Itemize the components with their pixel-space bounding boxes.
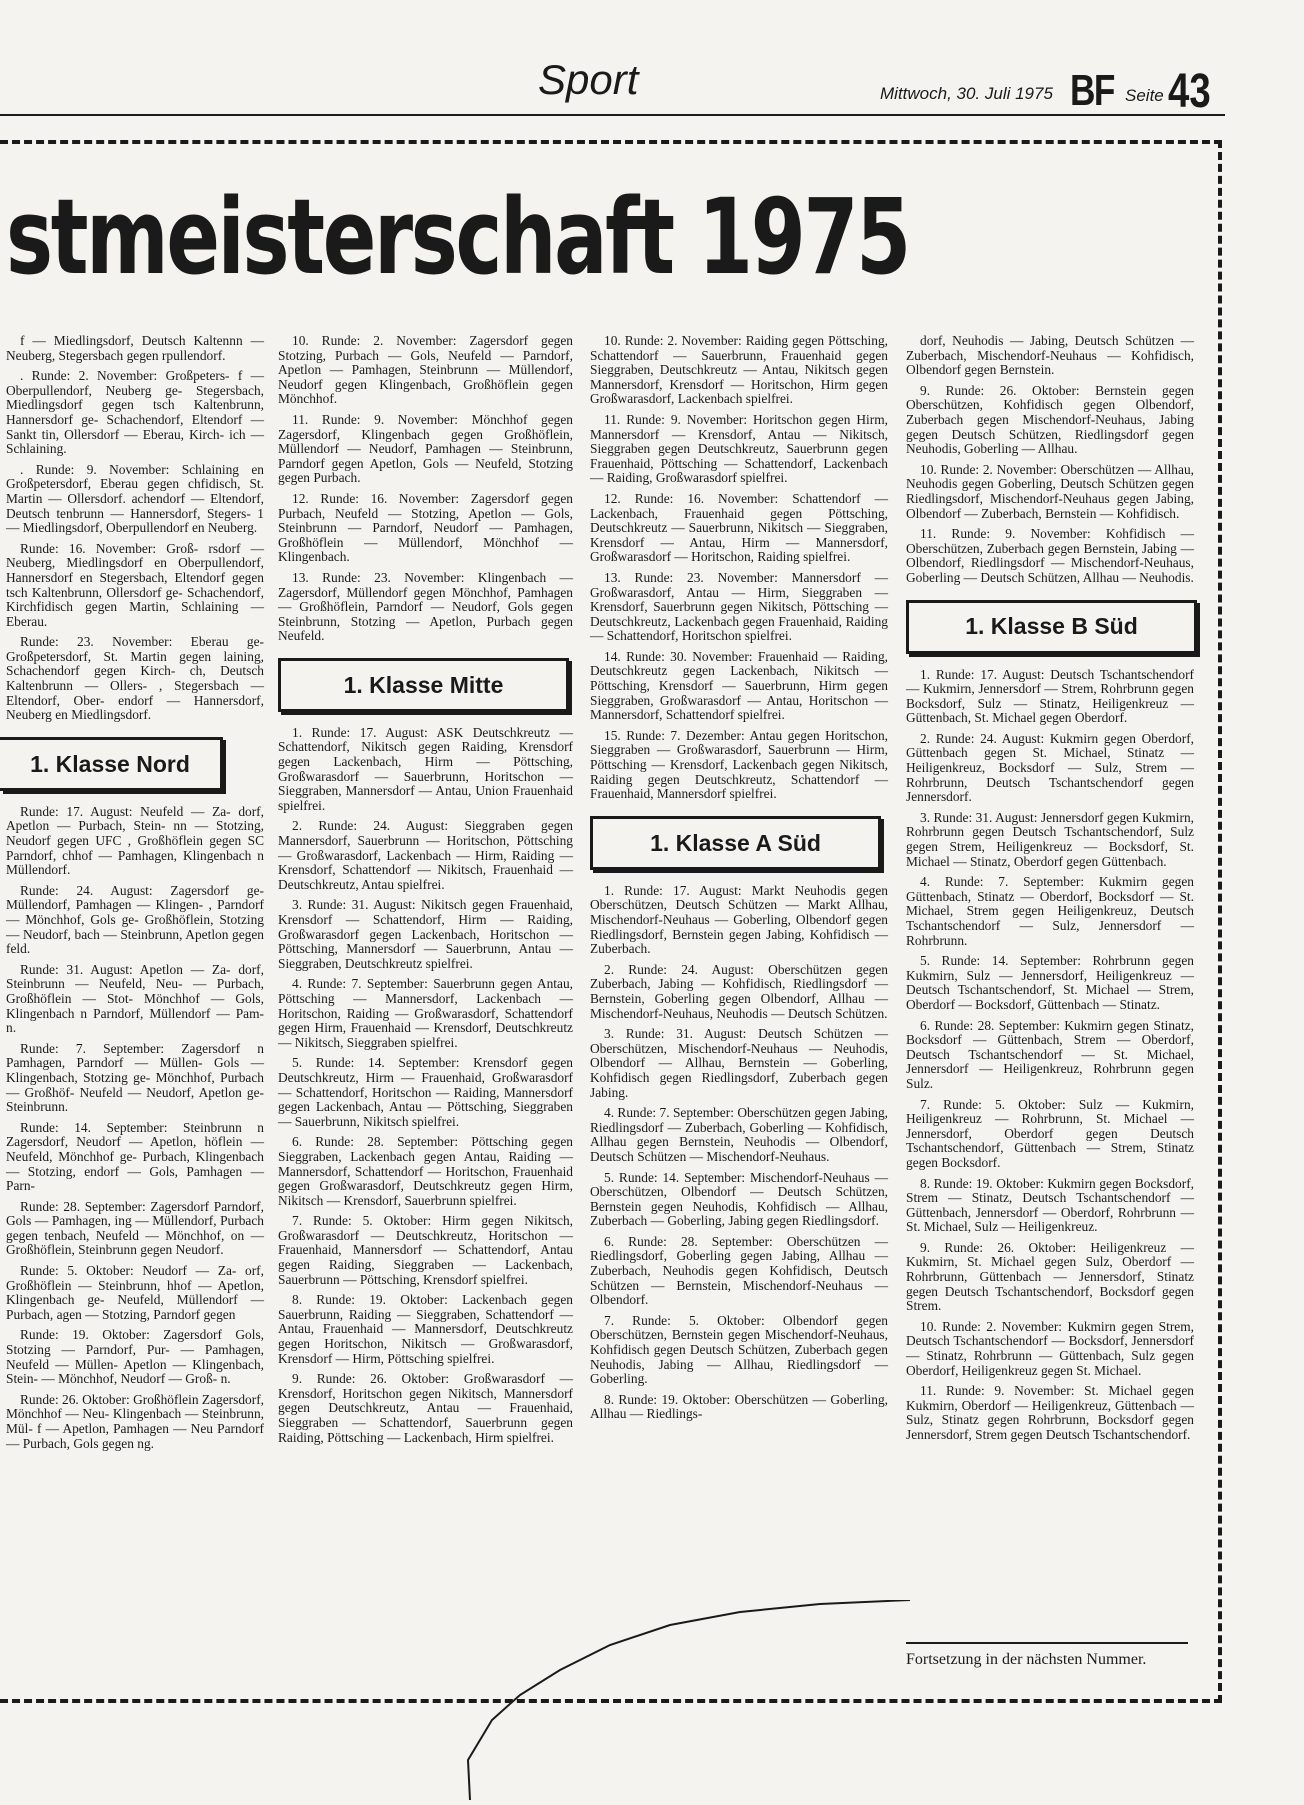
fixture-paragraph: Runde: 19. Oktober: Zagersdorf Gols, Stotzing — Parndorf, Pur- — Pamhagen, Neufeld — Müllen- Apetlon — Klingenbach, Stein- — Mönchhof, Neudorf — Groß- n. [6, 1327, 264, 1387]
fixture-paragraph: 5. Runde: 14. September: Mischendorf-Neuhaus — Oberschützen, Olbendorf — Deutsch Schützen, Bernstein gegen Neuhodis, Kohfidisch — Allhau, Zuberbach — Goberling, Jabing gegen Riedlingsdorf. [590, 1169, 888, 1229]
paper-tear [440, 1600, 920, 1800]
newspaper-logo: BF [1070, 66, 1114, 115]
col1-top-text [6, 334, 264, 723]
fixture-paragraph: 2. Runde: 24. August: Kukmirn gegen Oberdorf, Güttenbach gegen St. Michael, Stinatz — Heiligenkreuz, Bocksdorf — Sulz, Strem — Rohrbrunn, Deutsch Tschantschendorf gegen Jennersdorf. [906, 730, 1194, 805]
section-name: Sport [538, 56, 639, 103]
fixture-paragraph: 11. Runde: 9. November: Horitschon gegen Hirm, Mannersdorf — Krensdorf, Antau — Nikitsch, Sieggraben gegen Deutschkreutz, Sauerbrunn gegen Frauenhaid, Pöttsching — Schattendorf, Lackenbach — Raiding, Großwarasdorf spielfrei. [590, 411, 888, 486]
fixture-paragraph: 7. Runde: 5. Oktober: Olbendorf gegen Oberschützen, Bernstein gegen Mischendorf-Neuhaus, Kohfidisch gegen Deutsch Schützen, Zuberbach gegen Neuhodis, Jabing — Allhau, Riedlingsdorf — Goberling. [590, 1312, 888, 1387]
fixture-paragraph: 3. Runde: 31. August: Deutsch Schützen — Oberschützen, Mischendorf-Neuhaus — Neuhodis, Olbendorf — Allhau, Bernstein — Goberling, Kohfidisch gegen Riedlingsdorf, Zuberbach gegen Jabing. [590, 1026, 888, 1100]
fixture-paragraph: 14. Runde: 30. November: Frauenhaid — Raiding, Deutschkreutz gegen Lackenbach, Nikitsch — Pöttsching, Krensdorf — Sauerbrunn, Hirm gegen Sieggraben, Großwarasdorf — Antau, Horitschon — Mannersdorf, Schattendorf spielfrei. [590, 648, 888, 723]
fixture-paragraph: Runde: 14. September: Steinbrunn n Zagersdorf, Neudorf — Apetlon, höflein — Neufeld, Mönchhof ge- Purbach, Klingenbach — Stotzing, endorf — Gols, Pamhagen — Parn- [6, 1119, 264, 1194]
fixture-paragraph: 6. Runde: 28. September: Kukmirn gegen Stinatz, Bocksdorf — Güttenbach, Strem — Oberdorf, Deutsch Tschantschendorf — St. Michael, Jennersdorf — Heiligenkreuz, Rohrbrunn gegen Sulz. [906, 1017, 1194, 1091]
fixture-paragraph: 1. Runde: 17. August: Deutsch Tschantschendorf — Kukmirn, Jennersdorf — Strem, Rohrbrunn gegen Bocksdorf, Sulz — Stinatz, Heiligenkreuz — Güttenbach, St. Michael gegen Oberdorf. [906, 666, 1194, 726]
fixture-paragraph: 11. Runde: 9. November: St. Michael gegen Kukmirn, Oberdorf — Heiligenkreuz, Güttenbach — Sulz, Stinatz gegen Rohrbrunn, Bocksdorf gegen Jennersdorf, Strem gegen Deutsch Tschantschendorf. [906, 1383, 1194, 1442]
fixture-paragraph: 11. Runde: 9. November: Mönchhof gegen Zagersdorf, Klingenbach gegen Großhöflein, Müllendorf — Neudorf, Pamhagen — Steinbrunn, Parndorf gegen Apetlon, Gols — Neufeld, Stotzing gegen Purbach. [278, 411, 573, 486]
fixture-paragraph: 2. Runde: 24. August: Oberschützen gegen Zuberbach, Jabing — Kohfidisch, Riedlingsdorf — Bernstein, Goberling gegen Olbendorf, Allhau — Mischendorf-Neuhaus, Neuhodis — Deutsch Schützen. [590, 961, 888, 1021]
fixture-paragraph: 3. Runde: 31. August: Jennersdorf gegen Kukmirn, Rohrbrunn gegen Deutsch Tschantschendorf, Sulz gegen Strem, Heiligenkreuz — Bocksdorf, St. Michael — Stinatz, Oberdorf gegen Güttenbach. [906, 809, 1194, 869]
headline: stmeisterschaft 1975 [6, 176, 909, 298]
col4-bottom-text [906, 668, 1194, 1443]
col1-bottom-text [6, 805, 264, 1451]
fixture-paragraph: Runde: 31. August: Apetlon — Za- dorf, Steinbrunn — Neufeld, Neu- — Purbach, Großhöflein — Stot- Mönchhof — Gols, Klingenbach n Parndorf, Müllendorf — Pam- n. [6, 961, 264, 1036]
fixture-paragraph: 2. Runde: 24. August: Sieggraben gegen Mannersdorf, Sauerbrunn — Horitschon, Pöttsching — Großwarasdorf, Lackenbach — Hirm, Raiding — Krensdorf, Schattendorf — Nikitsch, Frauenhaid — Deutschkreutz, Antau spielfrei. [278, 818, 573, 892]
fixture-paragraph: 7. Runde: 5. Oktober: Sulz — Kukmirn, Heiligenkreuz — Rohrbrunn, St. Michael — Jennersdorf, Oberdorf gegen Deutsch Tschantschendorf, Güttenbach — Strem, Stinatz gegen Bocksdorf. [906, 1096, 1194, 1170]
fixture-paragraph: dorf, Neuhodis — Jabing, Deutsch Schützen — Zuberbach, Mischendorf-Neuhaus — Kohfidisch, Olbendorf gegen Bernstein. [906, 333, 1194, 378]
fixture-paragraph: 6. Runde: 28. September: Oberschützen — Riedlingsdorf, Goberling gegen Jabing, Allhau — Zuberbach, Neuhodis gegen Kohfidisch, Deutsch Schützen — Bernstein, Mischendorf-Neuhaus — Olbendorf. [590, 1233, 888, 1308]
fixture-paragraph: 4. Runde: 7. September: Oberschützen gegen Jabing, Riedlingsdorf — Zuberbach, Goberling — Kohfidisch, Allhau gegen Bernstein, Neuhodis — Olbendorf, Deutsch Schützen — Mischendorf-Neuhaus. [590, 1105, 888, 1164]
klasse-mitte-box: 1. Klasse Mitte [278, 658, 569, 712]
column-3 [590, 334, 888, 1428]
col3-top-text [590, 334, 888, 802]
fixture-paragraph: 9. Runde: 26. Oktober: Heiligenkreuz — Kukmirn, St. Michael gegen Sulz, Oberdorf — Rohrbrunn, Güttenbach — Jennersdorf, Stinatz gegen Deutsch Tschantschendorf, Bocksdorf gegen Strem. [906, 1239, 1194, 1314]
fixture-paragraph: 13. Runde: 23. November: Klingenbach — Zagersdorf, Müllendorf gegen Mönchhof, Pamhagen — Großhöflein, Parndorf — Neudorf, Gols gegen Steinbrunn, Stotzing — Apetlon, Purbach gegen Neufeld. [278, 569, 573, 644]
page-header [0, 50, 1225, 116]
continuation-note: Fortsetzung in der nächsten Nummer. [906, 1642, 1188, 1670]
page-number: 43 [1168, 65, 1211, 118]
fixture-paragraph: 4. Runde: 7. September: Kukmirn gegen Güttenbach, Stinatz — Oberdorf, Bocksdorf — St. Michael, Strem gegen Heiligenkreuz, Deutsch Tschantschendorf — Sulz, Jennersdorf — Rohrbrunn. [906, 874, 1194, 948]
fixture-paragraph: Runde: 26. Oktober: Großhöflein Zagersdorf, Mönchhof — Neu- Klingenbach — Steinbrunn, Mül- f — Apetlon, Pamhagen — Neu Parndorf — Purbach, Gols gegen ng. [6, 1391, 264, 1451]
fixture-paragraph: 4. Runde: 7. September: Sauerbrunn gegen Antau, Pöttsching — Mannersdorf, Lackenbach — Horitschon, Raiding — Großwarasdorf, Schattendorf gegen Hirm, Frauenhaid — Krensdorf, Deutschkreutz — Nikitsch, Sieggraben spielfrei. [278, 976, 573, 1050]
col3-bottom-text [590, 884, 888, 1422]
fixture-paragraph: . Runde: 9. November: Schlaining en Großpetersdorf, Eberau gegen chfidisch, St. Martin — Ollersdorf. achendorf — Eltendorf, Deutsch tenbrunn — Hannersdorf, Stegers- 1 — Miedlingsdorf, Oberpullendorf en Neuberg. [6, 461, 264, 536]
fixture-paragraph: 10. Runde: 2. November: Zagersdorf gegen Stotzing, Purbach — Gols, Neufeld — Parndorf, Apetlon — Pamhagen, Steinbrunn — Müllendorf, Neudorf gegen Klingenbach, Großhöflein gegen Mönchhof. [278, 333, 573, 407]
fixture-paragraph: 10. Runde: 2. November: Oberschützen — Allhau, Neuhodis gegen Goberling, Deutsch Schützen gegen Riedlingsdorf, Mischendorf-Neuhaus gegen Jabing, Olbendorf — Zuberbach, Bernstein — Kohfidisch. [906, 461, 1194, 521]
fixture-paragraph: 12. Runde: 16. November: Schattendorf — Lackenbach, Frauenhaid gegen Pöttsching, Deutschkreutz — Sauerbrunn, Nikitsch — Sieggraben, Krensdorf — Antau, Hirm — Mannersdorf, Großwarasdorf — Horitschon, Raiding spielfrei. [590, 490, 888, 565]
page-label: Seite [1125, 86, 1164, 105]
fixture-paragraph: 5. Runde: 14. September: Rohrbrunn gegen Kukmirn, Sulz — Jennersdorf, Heiligenkreuz — Deutsch Tschantschendorf, St. Michael — Strem, Oberdorf — Bocksdorf, Güttenbach — Stinatz. [906, 953, 1194, 1012]
fixture-paragraph: 5. Runde: 14. September: Krensdorf gegen Deutschkreutz, Hirm — Frauenhaid, Großwarasdorf — Schattendorf, Horitschon — Raiding, Mannersdorf gegen Lackenbach, Antau — Pöttsching, Sieggraben — Sauerbrunn, Nikitsch spielfrei. [278, 1055, 573, 1129]
fixture-paragraph: 1. Runde: 17. August: Markt Neuhodis gegen Oberschützen, Deutsch Schützen — Markt Allhau, Mischendorf-Neuhaus — Goberling, Olbendorf gegen Riedlingsdorf, Bernstein gegen Jabing, Kohfidisch — Zuberbach. [590, 882, 888, 957]
klasse-a-sued-box: 1. Klasse A Süd [590, 816, 881, 870]
col2-top-text [278, 334, 573, 644]
fixture-paragraph: . Runde: 2. November: Großpeters- f — Oberpullendorf, Neuberg ge- Stegersbach, Miedlingsdorf gegen tsch Kaltenbrunn, Hannersdorf ge- Schachendorf, Eltendorf — Sankt tin, Ollersdorf — Eberau, Kirch- ich — Schlaining. [6, 368, 264, 457]
fixture-paragraph: 11. Runde: 9. November: Kohfidisch — Oberschützen, Zuberbach gegen Bernstein, Jabing — Olbendorf, Riedlingsdorf — Mischendorf-Neuhaus, Goberling — Deutsch Schützen, Allhau — Neuhodis. [906, 526, 1194, 585]
fixture-paragraph: 9. Runde: 26. Oktober: Großwarasdorf — Krensdorf, Horitschon gegen Nikitsch, Mannersdorf gegen Deutschkreutz, Antau — Frauenhaid, Sieggraben — Schattendorf, Sauerbrunn gegen Raiding, Pöttsching — Lackenbach, Hirm spielfrei. [278, 1371, 573, 1445]
col2-bottom-text [278, 726, 573, 1445]
column-2 [278, 334, 573, 1451]
column-1 [6, 334, 264, 1457]
fixture-paragraph: Runde: 24. August: Zagersdorf ge- Müllendorf, Pamhagen — Klingen- , Parndorf — Mönchhof, Gols ge- Großhöflein, Stotzing — Neudorf, bach — Steinbrunn, Apetlon gegen feld. [6, 882, 264, 957]
fixture-paragraph: 8. Runde: 19. Oktober: Kukmirn gegen Bocksdorf, Strem — Stinatz, Deutsch Tschantschendorf — Güttenbach, Jennersdorf — Oberdorf, Rohrbrunn — St. Michael, Sulz — Heiligenkreuz. [906, 1175, 1194, 1235]
fixture-paragraph: 8. Runde: 19. Oktober: Lackenbach gegen Sauerbrunn, Raiding — Sieggraben, Schattendorf — Antau, Frauenhaid — Mannersdorf, Deutschkreutz gegen Horitschon, Nikitsch — Großwarasdorf, Krensdorf — Hirm, Pöttsching spielfrei. [278, 1292, 573, 1366]
fixture-paragraph: 10. Runde: 2. November: Raiding gegen Pöttsching, Schattendorf — Sauerbrunn, Frauenhaid gegen Sieggraben, Deutschkreutz — Antau, Nikitsch gegen Mannersdorf, Krensdorf — Horitschon, Hirm gegen Großwarasdorf, Lackenbach spielfrei. [590, 333, 888, 407]
fixture-paragraph: f — Miedlingsdorf, Deutsch Kaltennn — Neuberg, Stegersbach gegen rpullendorf. [6, 333, 264, 363]
fixture-paragraph: Runde: 23. November: Eberau ge- Großpetersdorf, St. Martin gegen laining, Schachendorf gegen Kirch- ch, Deutsch Kaltenbrunn — Ollers- , Stegersbach — Eltendorf, Ober- endorf — Hannersdorf, Neuberg en Miedlingsdorf. [6, 634, 264, 723]
fixture-paragraph: Runde: 16. November: Groß- rsdorf — Neuberg, Miedlingsdorf en Oberpullendorf, Hannersdorf en Stegersbach, Eltendorf gegen tsch Kaltenbrunn, Ollersdorf ge- Schachendorf, Kirchfidisch gegen Martin, Schlaining — Eberau. [6, 540, 264, 629]
fixture-paragraph: 1. Runde: 17. August: ASK Deutschkreutz — Schattendorf, Nikitsch gegen Raiding, Krensdorf gegen Lackenbach, Hirm — Pöttsching, Großwarasdorf — Sauerbrunn, Horitschon — Sieggraben, Mannersdorf — Antau, Union Frauenhaid spielfrei. [278, 724, 573, 813]
column-4 [906, 334, 1194, 1449]
col4-top-text [906, 334, 1194, 586]
fixture-paragraph: Runde: 7. September: Zagersdorf n Pamhagen, Parndorf — Müllen- Gols — Klingenbach, Stotzing ge- Mönchhof, Purbach — Großhöf- Neufeld — Neudorf, Apetlon ge- Steinbrunn. [6, 1040, 264, 1115]
header-rule [0, 114, 1225, 116]
fixture-paragraph: 8. Runde: 19. Oktober: Oberschützen — Goberling, Allhau — Riedlings- [590, 1391, 888, 1422]
fixture-paragraph: 9. Runde: 26. Oktober: Bernstein gegen Oberschützen, Kohfidisch gegen Olbendorf, Zuberbach gegen Mischendorf-Neuhaus, Jabing gegen Deutsch Schützen, Riedlingsdorf gegen Neuhodis, Goberling — Allhau. [906, 382, 1194, 457]
fixture-paragraph: 13. Runde: 23. November: Mannersdorf — Großwarasdorf, Antau — Hirm, Sieggraben — Krensdorf, Sauerbrunn gegen Nikitsch, Pöttsching — Deutschkreutz, Lackenbach gegen Frauenhaid, Raiding — Schattendorf, Horitschon spielfrei. [590, 569, 888, 644]
fixture-paragraph: Runde: 5. Oktober: Neudorf — Za- orf, Großhöflein — Steinbrunn, hhof — Apetlon, Klingenbach ge- Neufeld, Müllendorf — Purbach, agen — Stotzing, Parndorf gegen [6, 1263, 264, 1322]
fixture-paragraph: Runde: 17. August: Neufeld — Za- dorf, Apetlon — Purbach, Stein- nn — Stotzing, Neudorf gegen UFC , Großhöflein gegen SC Parndorf, chhof — Pamhagen, Klingenbach n Müllendorf. [6, 803, 264, 878]
fixture-paragraph: 10. Runde: 2. November: Kukmirn gegen Strem, Deutsch Tschantschendorf — Bocksdorf, Jennersdorf — Stinatz, Rohrbrunn — Güttenbach, Sulz gegen Oberdorf, Heiligenkreuz gegen St. Michael. [906, 1318, 1194, 1378]
fixture-paragraph: 7. Runde: 5. Oktober: Hirm gegen Nikitsch, Großwarasdorf — Deutschkreutz, Horitschon — Frauenhaid, Mannersdorf — Schattendorf, Antau gegen Raiding, Sieggraben — Lackenbach, Sauerbrunn — Pöttsching, Krensdorf spielfrei. [278, 1213, 573, 1287]
fixture-paragraph: Runde: 28. September: Zagersdorf Parndorf, Gols — Pamhagen, ing — Müllendorf, Purbach gegen tenbach, Neufeld — Mönchhof, on — Großhöflein, Steinbrunn gegen Neudorf. [6, 1198, 264, 1258]
issue-date: Mittwoch, 30. Juli 1975 [880, 84, 1053, 103]
fixture-paragraph: 15. Runde: 7. Dezember: Antau gegen Horitschon, Sieggraben — Großwarasdorf, Sauerbrunn — Hirm, Pöttsching — Krensdorf, Lackenbach gegen Nikitsch, Raiding gegen Deutschkreutz, Schattendorf — Frauenhaid, Mannersdorf spielfrei. [590, 727, 888, 802]
paper-tear-line [440, 1600, 920, 1800]
klasse-b-sued-box: 1. Klasse B Süd [906, 600, 1197, 654]
fixture-paragraph: 3. Runde: 31. August: Nikitsch gegen Frauenhaid, Krensdorf — Schattendorf, Hirm — Raiding, Großwarasdorf gegen Lackenbach, Horitschon — Pöttsching, Mannersdorf — Sauerbrunn, Antau — Sieggraben, Deutschkreutz spielfrei. [278, 897, 573, 971]
fixture-paragraph: 12. Runde: 16. November: Zagersdorf gegen Purbach, Neufeld — Stotzing, Apetlon — Gols, Steinbrunn — Parndorf, Neudorf — Pamhagen, Großhöflein — Müllendorf, Mönchhof — Klingenbach. [278, 490, 573, 565]
fixture-paragraph: 6. Runde: 28. September: Pöttsching gegen Sieggraben, Lackenbach gegen Antau, Raiding — Mannersdorf, Schattendorf — Horitschon, Frauenhaid gegen Großwarasdorf, Deutschkreutz gegen Hirm, Nikitsch — Krensdorf, Sauerbrunn spielfrei. [278, 1134, 573, 1208]
klasse-nord-box: 1. Klasse Nord [0, 737, 223, 791]
